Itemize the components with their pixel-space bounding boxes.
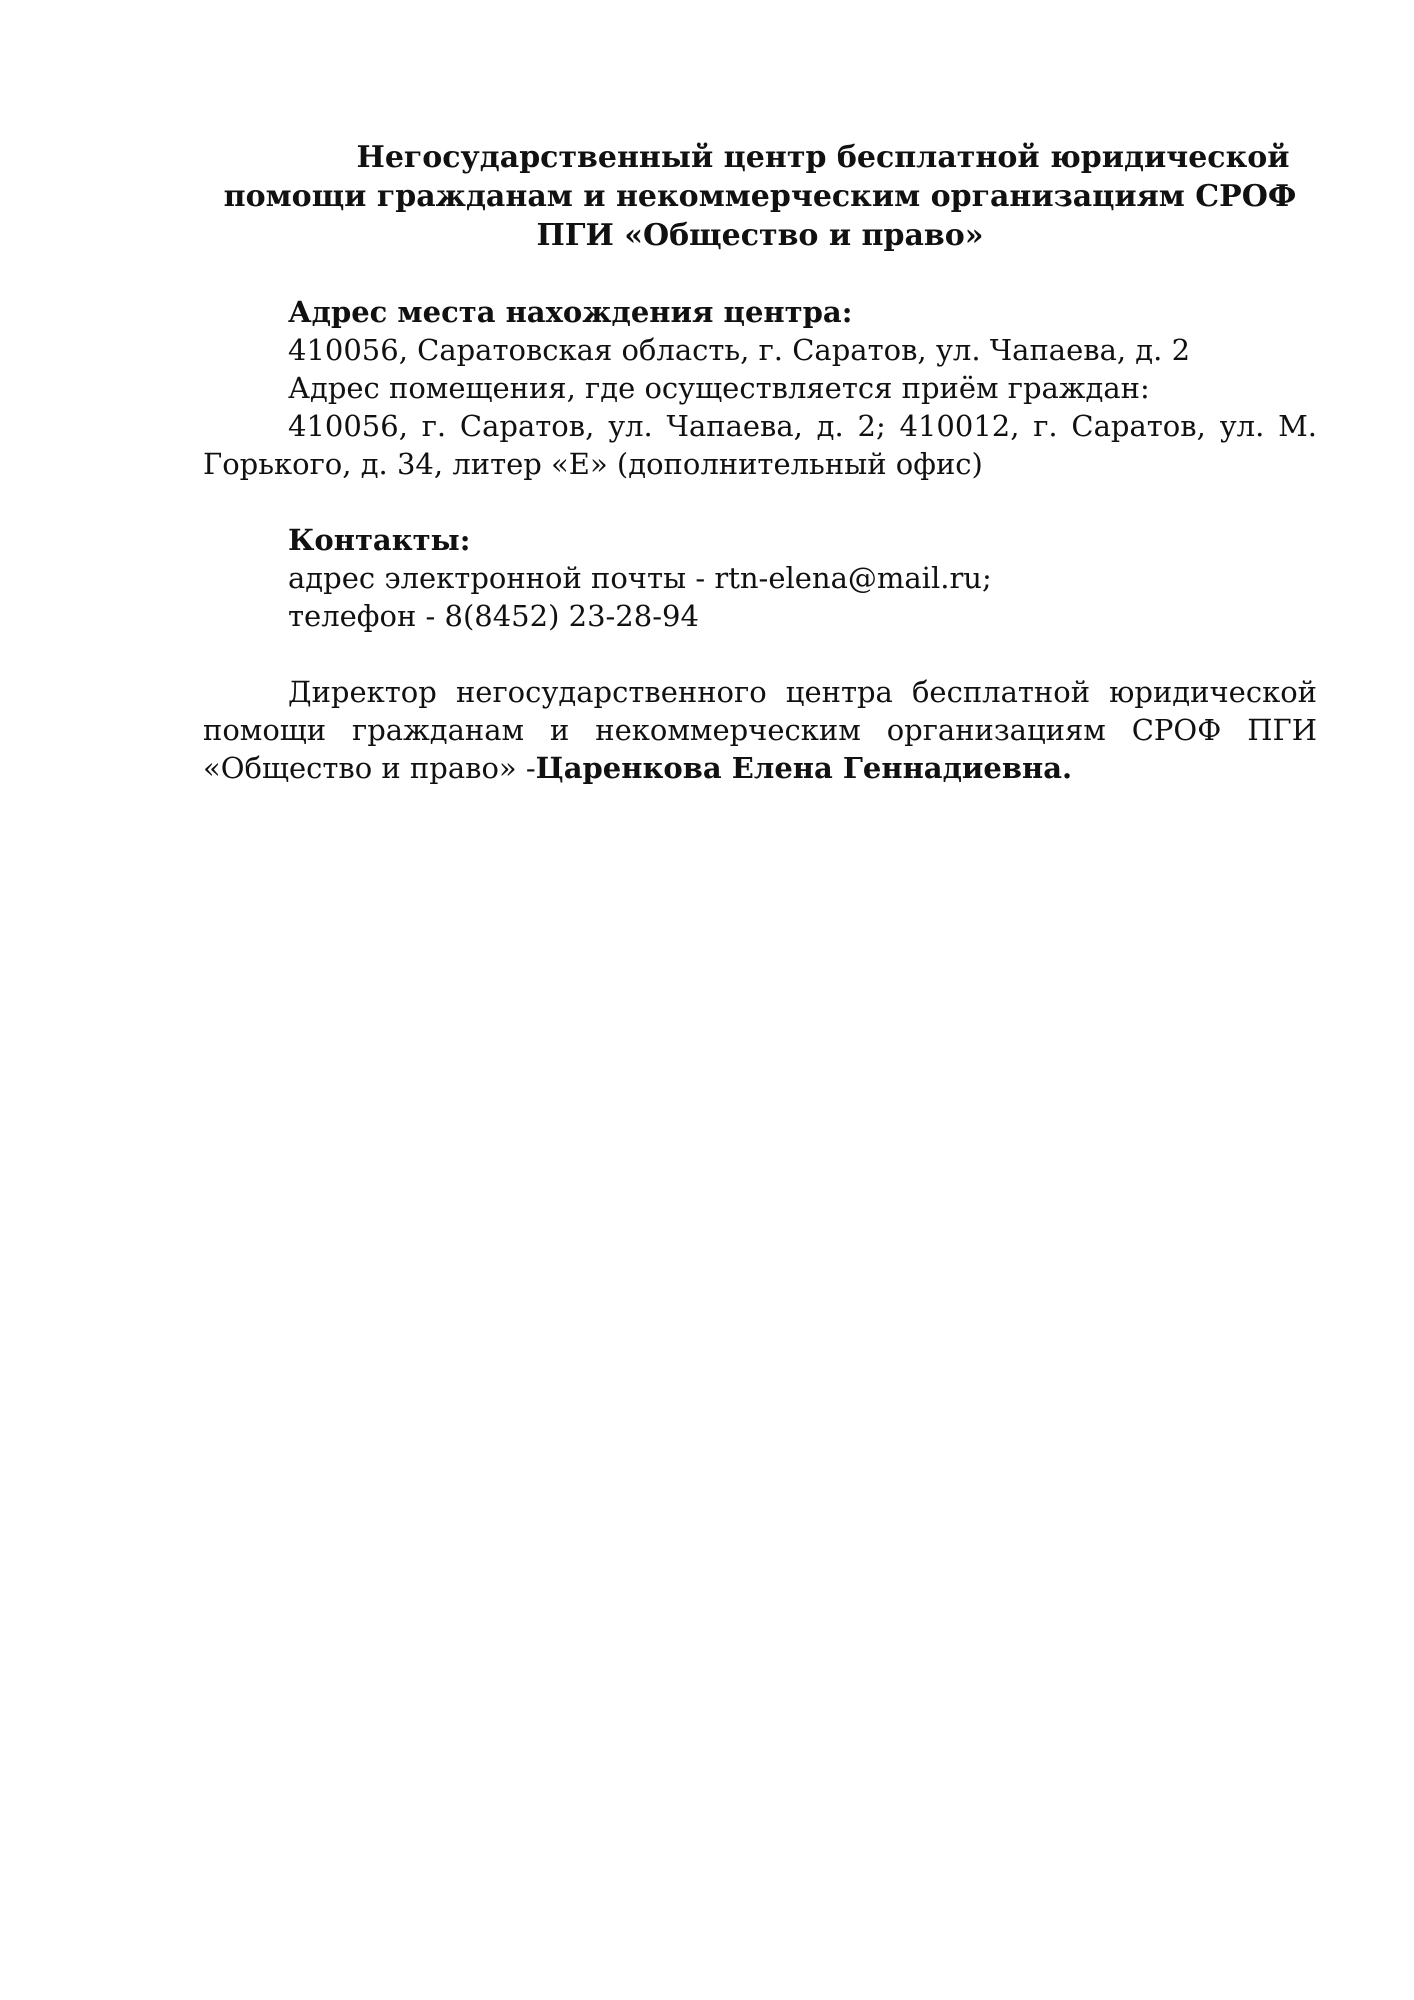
location-address: 410056, Саратовская область, г. Саратов, ул. Чапаева, д. 2 [288, 333, 1191, 367]
director-paragraph [203, 673, 1317, 787]
document-title: Негосударственный центр бесплатной юридической помощи гражданам и некоммерческим организациям СРОФ ПГИ «Общество и право» [223, 140, 1297, 253]
reception-addresses: 410056, г. Саратов, ул. Чапаева, д. 2; 410012, г. Саратов, ул. М. Горького, д. 34, литер «Е» (дополнительный офис) [203, 409, 1317, 481]
contacts-section [203, 521, 1317, 635]
phone-line: телефон - 8(8452) 23-28-94 [288, 599, 699, 633]
email-line: адрес электронной почты - rtn-elena@mail.ru; [288, 561, 992, 595]
reception-label: Адрес помещения, где осуществляется приём граждан: [288, 371, 1150, 405]
contacts-heading: Контакты: [288, 523, 471, 557]
address-section [203, 293, 1317, 483]
document-content [203, 138, 1317, 787]
director-text: Директор негосударственного центра бесплатной юридической помощи гражданам и некоммерческим организациям СРОФ ПГИ «Общество и право» - [203, 675, 1317, 785]
director-section [203, 673, 1317, 787]
address-heading: Адрес места нахождения центра: [288, 295, 853, 329]
director-name: Царенкова Елена Геннадиевна. [535, 751, 1073, 785]
